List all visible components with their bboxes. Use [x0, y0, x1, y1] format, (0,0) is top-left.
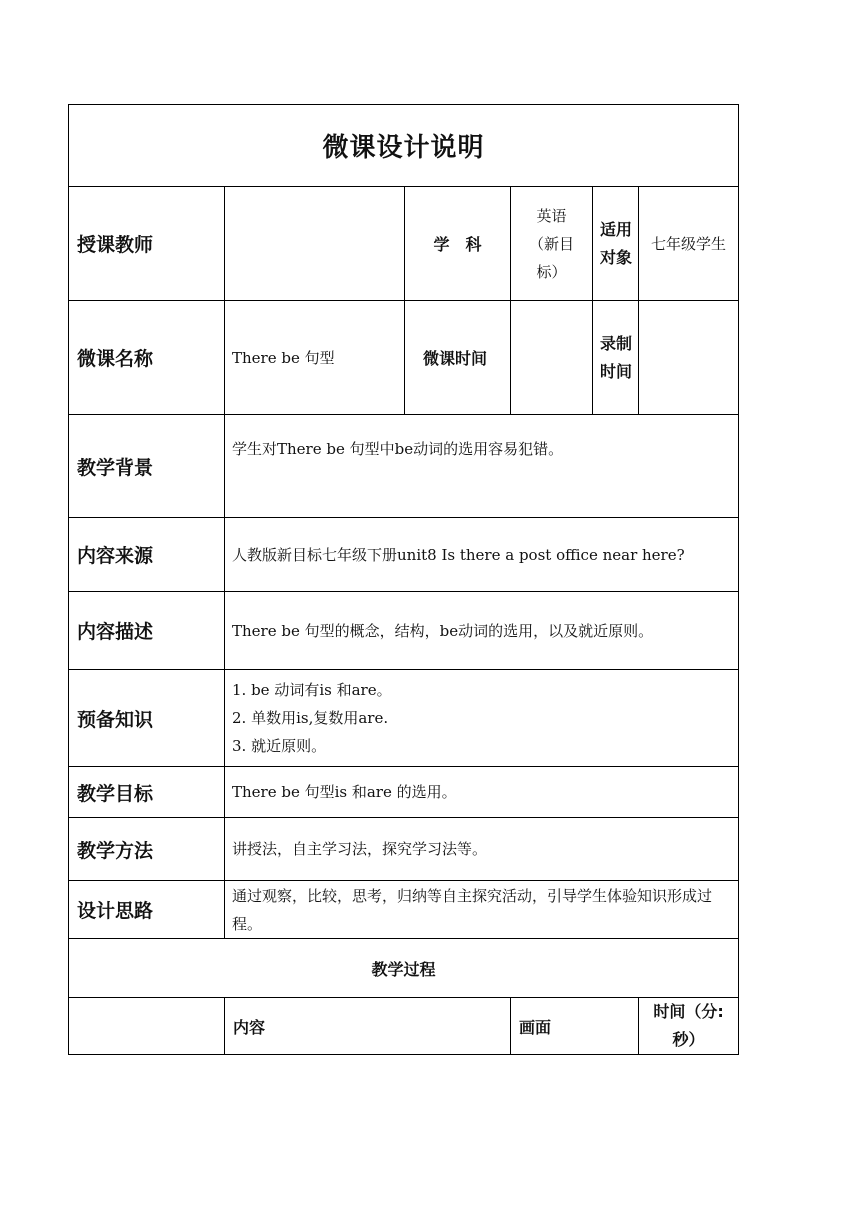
- prior-knowledge-item: 3. 就近原则。: [232, 737, 327, 755]
- goal-label: 教学目标: [69, 767, 225, 818]
- page-title: 微课设计说明: [69, 105, 739, 187]
- description-value: There be 句型的概念，结构，be动词的选用，以及就近原则。: [225, 592, 739, 670]
- background-label: 教学背景: [69, 415, 225, 518]
- method-value: 讲授法，自主学习法，探究学习法等。: [225, 818, 739, 881]
- process-screen-header: 画面: [511, 998, 639, 1055]
- prior-knowledge-label: 预备知识: [69, 670, 225, 767]
- design-form-table: [68, 104, 739, 1055]
- background-value: 学生对There be 句型中be动词的选用容易犯错。: [225, 415, 739, 518]
- prior-knowledge-item: 1. be 动词有is 和are。: [232, 681, 392, 699]
- course-name-value: There be 句型: [225, 301, 405, 415]
- process-content-header: 内容: [225, 998, 511, 1055]
- process-time-header: 时间（分:秒）: [639, 998, 739, 1055]
- teacher-label: 授课教师: [69, 187, 225, 301]
- description-label: 内容描述: [69, 592, 225, 670]
- source-value: 人教版新目标七年级下册unit8 Is there a post office near here?: [225, 518, 739, 592]
- design-idea-label: 设计思路: [69, 881, 225, 939]
- subject-value: 英语（新目标）: [511, 187, 593, 301]
- method-label: 教学方法: [69, 818, 225, 881]
- subject-label: 学 科: [405, 187, 511, 301]
- design-idea-value: 通过观察，比较，思考，归纳等自主探究活动，引导学生体验知识形成过程。: [225, 881, 739, 939]
- teacher-value: [225, 187, 405, 301]
- duration-label: 微课时间: [405, 301, 511, 415]
- course-name-label: 微课名称: [69, 301, 225, 415]
- process-title: 教学过程: [69, 939, 739, 998]
- record-time-value: [639, 301, 739, 415]
- duration-value: [511, 301, 593, 415]
- process-empty-cell: [69, 998, 225, 1055]
- audience-value: 七年级学生: [639, 187, 739, 301]
- prior-knowledge-list: [225, 670, 739, 767]
- source-label: 内容来源: [69, 518, 225, 592]
- audience-label: 适用对象: [593, 187, 639, 301]
- record-time-label: 录制时间: [593, 301, 639, 415]
- goal-value: There be 句型is 和are 的选用。: [225, 767, 739, 818]
- prior-knowledge-item: 2. 单数用is,复数用are.: [232, 709, 389, 727]
